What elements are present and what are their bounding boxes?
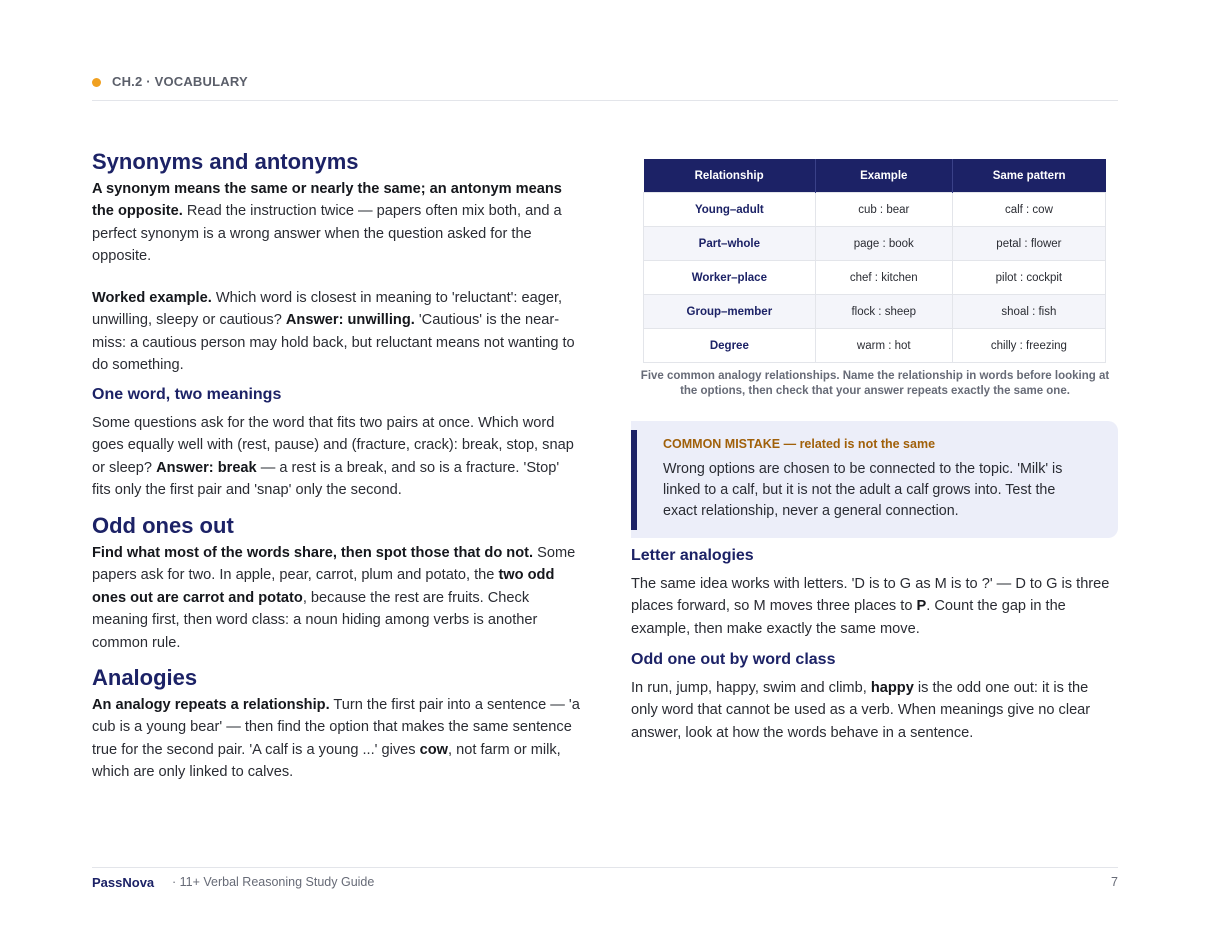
- analogy-table: [643, 159, 1106, 363]
- relationships-table: [643, 159, 1106, 363]
- table-cell: pilot : cockpit: [952, 261, 1105, 295]
- answer: Answer: unwilling.: [285, 312, 415, 329]
- paragraph: [92, 542, 580, 654]
- section-odd-ones-out: [92, 512, 580, 654]
- table-cell: page : book: [815, 227, 952, 261]
- answer: cow: [419, 741, 449, 758]
- table-caption: Five common analogy relationships. Name the relationship in words before looking at the options, then check that your answer repeats exactly the same one.: [640, 370, 1110, 397]
- table-row: [644, 193, 1106, 227]
- bold-lead: An analogy repeats a relationship.: [92, 697, 330, 713]
- page-footer: [92, 867, 1118, 898]
- paragraph: [92, 694, 580, 784]
- table-cell: chilly : freezing: [952, 329, 1105, 363]
- text: , because the rest are fruits. Check meaning first, then word class: a noun hiding among verbs is another common rule.: [92, 589, 538, 651]
- chapter-dot-icon: [92, 78, 101, 87]
- bold-lead: Find what most of the words share, then spot those that do not.: [92, 545, 534, 561]
- text: is the odd one out: it is the only word that cannot be used as a verb. When meanings give no clear answer, look at how the words behave in a sentence.: [631, 680, 1091, 741]
- answer: P: [916, 598, 927, 615]
- callout-title: COMMON MISTAKE — related is not the same: [663, 437, 936, 451]
- text: Turn the first pair into a sentence — 'a cub is a young bear' — then find the option that makes the same sentence true for the second pair. 'A calf is a young ...' gives: [92, 697, 580, 758]
- section-title: Synonyms and antonyms: [92, 149, 359, 174]
- paragraph: [92, 287, 580, 377]
- text: Which word is closest in meaning to 'reluctant': eager, unwilling, sleepy or cautious?: [92, 290, 563, 329]
- page-number: 7: [1111, 875, 1118, 889]
- subsection-title: Odd one out by word class: [631, 651, 836, 668]
- text: In run, jump, happy, swim and climb,: [631, 680, 871, 696]
- column-header: Example: [815, 159, 952, 193]
- table-cell: Part–whole: [644, 227, 816, 261]
- text: Read the instruction twice — papers often mix both, and a perfect synonym is a wrong answer when the question asked for the opposite.: [92, 203, 562, 265]
- text: , not farm or milk, which are only linked to calves.: [92, 741, 561, 781]
- table-cell: chef : kitchen: [815, 261, 952, 295]
- callout-body: Wrong options are chosen to be connected to the topic. 'Milk' is linked to a calf, but it is not the adult a calf grows into. Test the exact relationship, never a general connection.: [663, 461, 1063, 519]
- table-header-row: [644, 159, 1106, 193]
- subsection-title: Letter analogies: [631, 547, 754, 564]
- table-cell: flock : sheep: [815, 295, 952, 329]
- bold-lead: Worked example.: [92, 290, 212, 306]
- chapter-label: CH.2 · VOCABULARY: [112, 74, 248, 89]
- table-cell: Worker–place: [644, 261, 816, 295]
- guide-title: · 11+ Verbal Reasoning Study Guide: [172, 875, 375, 889]
- paragraph: [92, 412, 580, 502]
- text: The same idea works with letters. 'D is to G as M is to ?' — D to G is three places forward, so M moves three places to: [631, 576, 1110, 615]
- text: — a rest is a break, and so is a fracture. 'Stop' fits only the first pair and 'snap' only the second.: [92, 459, 560, 499]
- text: Some questions ask for the word that fits two pairs at once. Which word goes equally well with (rest, pause) and (fracture, crack): break, stop, snap or sleep?: [92, 415, 574, 476]
- highlight: two odd ones out are carrot and potato: [92, 567, 555, 606]
- table-row: [644, 295, 1106, 329]
- table-row: [644, 261, 1106, 295]
- answer: happy: [870, 680, 914, 696]
- table-cell: Degree: [644, 329, 816, 363]
- brand-name: PassNova: [92, 875, 155, 890]
- subsection-title: One word, two meanings: [92, 386, 282, 403]
- paragraph: [92, 178, 580, 268]
- page-header: [92, 74, 1118, 101]
- section-title: Odd ones out: [92, 513, 234, 538]
- table-cell: warm : hot: [815, 329, 952, 363]
- paragraph: [631, 573, 1119, 640]
- table-cell: Group–member: [644, 295, 816, 329]
- section-title: Analogies: [92, 665, 198, 690]
- text: Some papers ask for two. In apple, pear, carrot, plum and potato, the: [92, 545, 576, 584]
- column-header: Relationship: [644, 159, 816, 193]
- bold-lead: A synonym means the same or nearly the same; an antonym means the opposite.: [92, 181, 562, 220]
- callout-accent-bar: [631, 430, 637, 530]
- answer: Answer: break: [156, 459, 257, 476]
- table-cell: petal : flower: [952, 227, 1105, 261]
- column-header: Same pattern: [952, 159, 1105, 193]
- worked-example: [92, 287, 580, 377]
- table-cell: calf : cow: [952, 193, 1105, 227]
- text: . Count the gap in the example, then make exactly the same move.: [631, 598, 1066, 637]
- common-mistake-callout: [631, 421, 1118, 538]
- section-two-meanings: [92, 384, 580, 502]
- section-synonyms: [92, 148, 580, 268]
- text: 'Cautious' is the near-miss: a cautious person may hold back, but reluctant means not wanting to do something.: [92, 312, 575, 374]
- section-letter-analogies: [631, 545, 1119, 640]
- table-row: [644, 227, 1106, 261]
- section-word-class: [631, 649, 1119, 744]
- paragraph: [631, 677, 1119, 744]
- table-cell: cub : bear: [815, 193, 952, 227]
- section-analogies: [92, 664, 580, 784]
- table-cell: Young–adult: [644, 193, 816, 227]
- table-cell: shoal : fish: [952, 295, 1105, 329]
- table-row: [644, 329, 1106, 363]
